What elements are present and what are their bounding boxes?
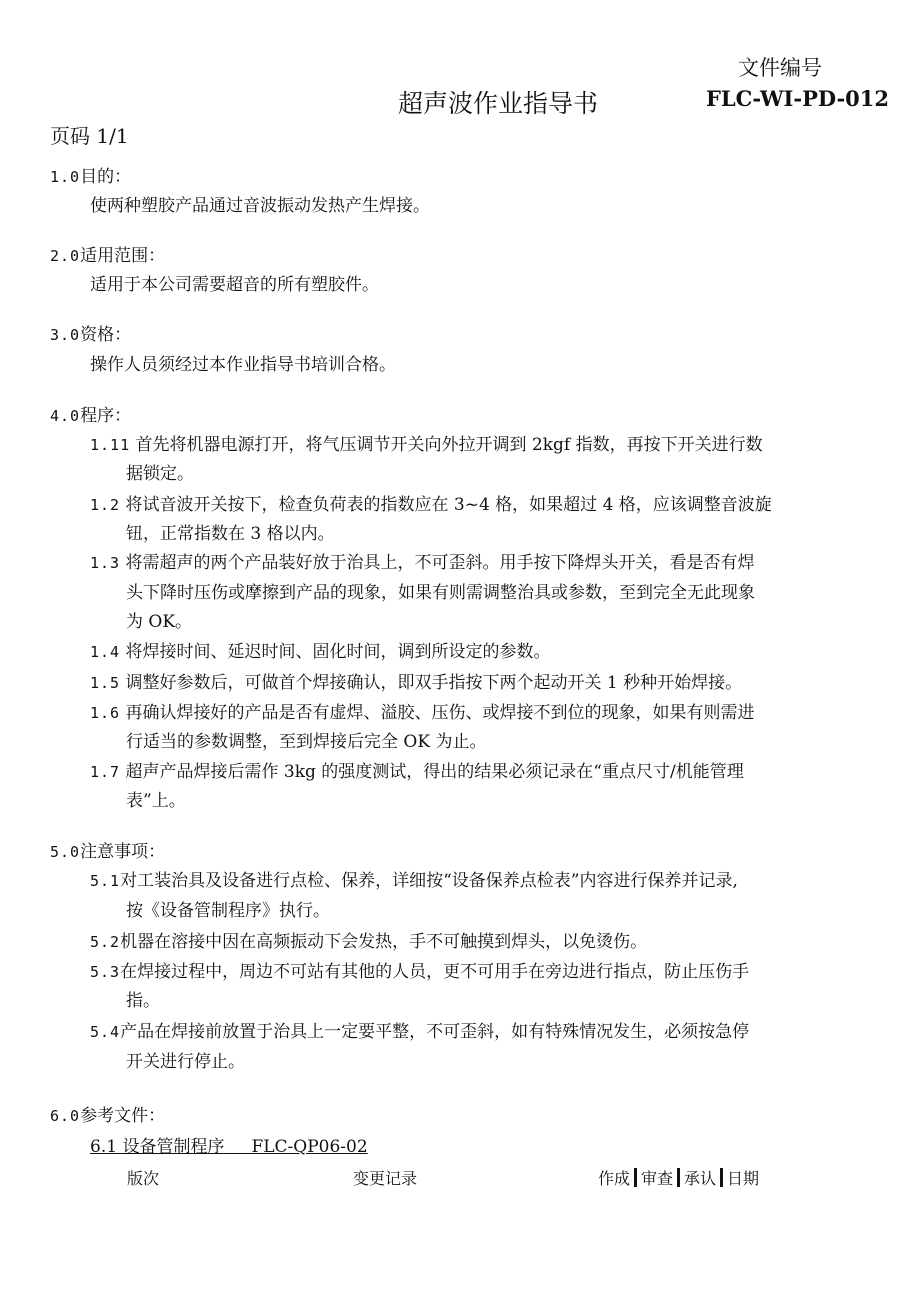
- list-item: [90, 1017, 749, 1042]
- item-text: 调整好参数后，可做首个焊接确认，即双手指按下两个起动开关 1 秒种开始焊接。: [125, 673, 743, 693]
- section-number: 2.0: [50, 247, 81, 265]
- separator-bar: [634, 1168, 637, 1187]
- list-item: [90, 927, 647, 952]
- document-number-label: 文件编号: [738, 56, 822, 80]
- separator-bar: [677, 1168, 680, 1187]
- section-title: 注意事项：: [80, 842, 166, 862]
- section-number: 5.0: [50, 843, 81, 861]
- item-text: 对工装治具及设备进行点检、保养，详细按“设备保养点检表”内容进行保养并记录,: [120, 871, 738, 891]
- list-item: [90, 490, 772, 515]
- item-text: 产品在焊接前放置于治具上一定要平整，不可歪斜，如有特殊情况发生，必须按急停: [120, 1022, 750, 1042]
- list-item: [90, 957, 749, 982]
- item-text: 机器在溶接中因在高频振动下会发热，手不可触摸到焊头，以免烫伤。: [120, 932, 648, 952]
- item-label: 1.4: [90, 643, 121, 661]
- list-item: [90, 757, 744, 782]
- section-5-heading: [50, 837, 165, 862]
- list-item: [90, 698, 755, 723]
- section-title: 资格：: [80, 325, 132, 345]
- item-continuation: 开关进行停止。: [126, 1052, 245, 1072]
- item-text: 将试音波开关按下，检查负荷表的指数应在 3~4 格，如果超过 4 格，应该调整音波旋: [125, 495, 772, 515]
- item-label: 1.6: [90, 704, 121, 722]
- item-label: 5.4: [90, 1023, 121, 1041]
- item-continuation: 按《设备管制程序》执行。: [126, 901, 330, 921]
- reference-link[interactable]: 6.1 设备管制程序 FLC-QP06-02: [90, 1137, 368, 1157]
- page-number: 页码 1/1: [50, 124, 129, 148]
- item-continuation: 钮，正常指数在 3 格以内。: [126, 524, 335, 544]
- item-text: 将焊接时间、延迟时间、固化时间，调到所设定的参数。: [125, 642, 551, 662]
- section-title: 适用范围：: [80, 246, 166, 266]
- item-label: 5.1: [90, 872, 121, 890]
- item-label: 5.3: [90, 963, 121, 981]
- section-2-heading: [50, 241, 165, 266]
- list-item: [90, 430, 763, 455]
- section-title: 目的：: [80, 167, 132, 187]
- section-2-text: 适用于本公司需要超音的所有塑胶件。: [90, 275, 379, 295]
- section-number: 4.0: [50, 407, 81, 425]
- document-number: FLC-WI-PD-012: [706, 86, 890, 111]
- footer-date-label: 日期: [727, 1169, 760, 1188]
- item-label: 5.2: [90, 933, 121, 951]
- section-3-heading: [50, 320, 131, 345]
- footer-made-label: 作成: [598, 1169, 631, 1188]
- separator-bar: [720, 1168, 723, 1187]
- section-title: 程序：: [80, 406, 132, 426]
- list-item: [90, 637, 551, 662]
- list-item: [90, 548, 755, 573]
- footer-review-label: 审查: [641, 1169, 674, 1188]
- list-item: [90, 866, 738, 891]
- section-4-heading: [50, 401, 131, 426]
- item-text: 首先将机器电源打开，将气压调节开关向外拉开调到 2kgf 指数，再按下开关进行数: [135, 435, 763, 455]
- item-continuation: 为 OK。: [126, 612, 193, 632]
- item-continuation: 头下降时压伤或摩擦到产品的现象，如果有则需调整治具或参数，至到完全无此现象: [126, 583, 755, 603]
- item-text: 将需超声的两个产品装好放于治具上，不可歪斜。用手按下降焊头开关，看是否有焊: [125, 553, 755, 573]
- item-label: 1.2: [90, 496, 121, 514]
- section-6-heading: [50, 1101, 165, 1126]
- item-text: 在焊接过程中，周边不可站有其他的人员，更不可用手在旁边进行指点，防止压伤手: [120, 962, 750, 982]
- item-text: 再确认焊接好的产品是否有虚焊、溢胶、压伤、或焊接不到位的现象，如果有则需进: [125, 703, 755, 723]
- item-continuation: 指。: [126, 991, 160, 1011]
- item-label: 1.5: [90, 674, 121, 692]
- footer-signoff: [598, 1166, 759, 1189]
- item-continuation: 表”上。: [126, 791, 186, 811]
- item-label: 1.7: [90, 763, 121, 781]
- item-continuation: 据锁定。: [126, 464, 194, 484]
- section-3-text: 操作人员须经过本作业指导书培训合格。: [90, 355, 396, 375]
- page-title: 超声波作业指导书: [398, 89, 599, 118]
- section-number: 1.0: [50, 168, 81, 186]
- item-continuation: 行适当的参数调整，至到焊接后完全 OK 为止。: [126, 732, 487, 752]
- footer-version-label: 版次: [127, 1169, 160, 1188]
- section-number: 3.0: [50, 326, 81, 344]
- item-text: 超声产品焊接后需作 3kg 的强度测试，得出的结果必须记录在“重点尺寸/机能管理: [125, 762, 744, 782]
- footer-changes-label: 变更记录: [353, 1169, 418, 1188]
- list-item: [90, 668, 742, 693]
- item-label: 1.11: [90, 436, 131, 454]
- section-1-text: 使两种塑胶产品通过音波振动发热产生焊接。: [90, 196, 430, 216]
- item-label: 1.3: [90, 554, 121, 572]
- section-number: 6.0: [50, 1107, 81, 1125]
- footer-approve-label: 承认: [684, 1169, 717, 1188]
- section-title: 参考文件：: [80, 1106, 166, 1126]
- section-1-heading: [50, 162, 131, 187]
